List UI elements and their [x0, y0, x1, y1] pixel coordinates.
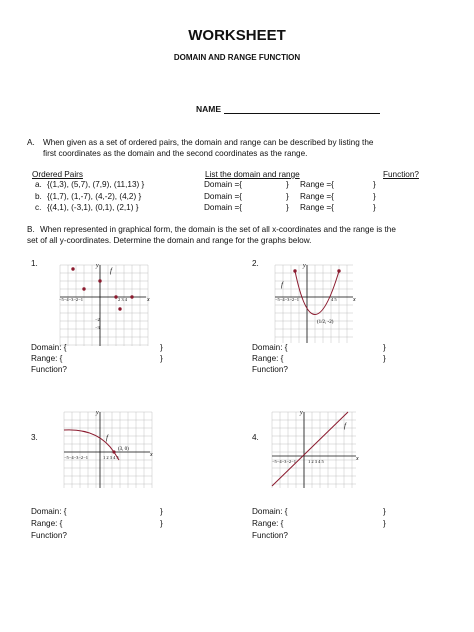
x-tick-labels: 2 3 4: [118, 297, 127, 302]
worksheet-subtitle: DOMAIN AND RANGE FUNCTION: [173, 53, 301, 62]
header-ordered-pairs: Ordered Pairs: [32, 170, 83, 179]
range-close: }: [383, 519, 386, 528]
y-tick-labels: −3: [95, 325, 100, 330]
data-point: [71, 267, 74, 270]
function-answer[interactable]: Function?: [31, 531, 67, 540]
graph-1: [58, 263, 150, 348]
data-point: [82, 287, 85, 290]
data-point: [118, 307, 121, 310]
part-a-line1: When given as a set of ordered pairs, the domain and range can be described by listing the: [43, 138, 374, 147]
row-pairs: {(1,7), (1,-7), (4,-2), (4,2) }: [47, 192, 142, 201]
row-pairs: {(4,1), (-3,1), (0,1), (2,1) }: [47, 203, 139, 212]
domain-close: }: [160, 343, 163, 352]
range-answer[interactable]: Range: {: [31, 354, 63, 363]
range-answer[interactable]: Range: {: [252, 519, 284, 528]
x-tick-labels: 1 2 3 4 5: [103, 455, 119, 460]
grid: [60, 265, 148, 346]
name-blank-line: [224, 105, 380, 114]
domain-answer[interactable]: Domain: {: [252, 343, 288, 352]
row-range-close: }: [373, 180, 376, 189]
graph-2: [273, 263, 355, 345]
range-answer[interactable]: Range: {: [252, 354, 284, 363]
function-label: f: [281, 281, 283, 289]
domain-answer[interactable]: Domain: {: [252, 507, 288, 516]
range-close: }: [160, 354, 163, 363]
x-tick-labels: −5−4−3−2−1: [64, 455, 88, 460]
x-tick-labels: −5−4−3−2−1: [275, 297, 299, 302]
data-point: [98, 279, 101, 282]
graph-number: 1.: [31, 259, 38, 268]
function-answer[interactable]: Function?: [252, 531, 288, 540]
function-label: f: [106, 434, 108, 442]
name-label: NAME: [196, 104, 222, 114]
function-curve: [295, 271, 339, 315]
grid: [64, 412, 152, 488]
function-label: f: [110, 267, 112, 275]
part-b-line2: set of all y-coordinates. Determine the domain and range for the graphs below.: [27, 236, 312, 245]
row-range-close: }: [373, 192, 376, 201]
domain-answer[interactable]: Domain: {: [31, 343, 67, 352]
graph-number: 3.: [31, 433, 38, 442]
y-axis-label: y: [96, 410, 99, 416]
row-pairs: {(1,3), (5,7), (7,9), (11,13) }: [47, 180, 145, 189]
header-function: Function?: [383, 170, 419, 179]
endpoint: [337, 269, 340, 272]
range-answer[interactable]: Range: {: [31, 519, 63, 528]
row-domain-close: }: [286, 203, 289, 212]
header-domain-range: List the domain and range: [205, 170, 300, 179]
x-tick-labels: −5−4−3−2−1: [59, 297, 83, 302]
part-b-line1: When represented in graphical form, the domain is the set of all x-coordinates and the range is the: [40, 225, 396, 234]
x-axis-label: x: [353, 297, 356, 303]
function-label: f: [344, 422, 346, 430]
data-point: [112, 450, 115, 453]
row-label: c.: [35, 203, 42, 212]
row-domain[interactable]: Domain ={: [204, 203, 243, 212]
endpoint: [293, 269, 296, 272]
point-label: (1/2, -2): [317, 320, 334, 325]
function-answer[interactable]: Function?: [252, 365, 288, 374]
graph-number: 4.: [252, 433, 259, 442]
row-range[interactable]: Range ={: [300, 203, 334, 212]
row-domain-close: }: [286, 192, 289, 201]
y-axis-label: y: [300, 410, 303, 416]
row-domain[interactable]: Domain ={: [204, 180, 243, 189]
y-axis-label: y: [96, 263, 99, 269]
x-tick-labels: −5−4−3−2−1: [272, 459, 296, 464]
worksheet-title: WORKSHEET: [188, 27, 286, 44]
grid: [275, 265, 353, 343]
function-answer[interactable]: Function?: [31, 365, 67, 374]
y-tick-labels: −2: [95, 317, 100, 322]
function-line: [272, 412, 348, 486]
x-axis-label: x: [356, 456, 359, 462]
part-a-line2: first coordinates as the domain and the second coordinates as the range.: [43, 149, 308, 158]
domain-close: }: [383, 343, 386, 352]
domain-close: }: [160, 507, 163, 516]
x-axis-label: x: [147, 297, 150, 303]
domain-close: }: [383, 507, 386, 516]
x-tick-labels: 4 5: [331, 297, 337, 302]
part-a-marker: A.: [27, 138, 35, 147]
x-axis-label: x: [150, 452, 153, 458]
y-axis-label: y: [303, 263, 306, 269]
part-b-marker: B.: [27, 225, 35, 234]
graph-3: [62, 410, 154, 490]
row-range-close: }: [373, 203, 376, 212]
name-field[interactable]: [196, 104, 380, 114]
row-domain[interactable]: Domain ={: [204, 192, 243, 201]
data-point: [130, 295, 133, 298]
graph-number: 2.: [252, 259, 259, 268]
range-close: }: [383, 354, 386, 363]
x-tick-labels: 1 2 3 4 5: [308, 459, 324, 464]
row-range[interactable]: Range ={: [300, 180, 334, 189]
range-close: }: [160, 519, 163, 528]
domain-answer[interactable]: Domain: {: [31, 507, 67, 516]
graph-4: [270, 410, 358, 490]
row-domain-close: }: [286, 180, 289, 189]
row-range[interactable]: Range ={: [300, 192, 334, 201]
point-label: (3, 0): [118, 447, 129, 452]
row-label: a.: [35, 180, 42, 189]
row-label: b.: [35, 192, 42, 201]
data-point: [114, 295, 117, 298]
